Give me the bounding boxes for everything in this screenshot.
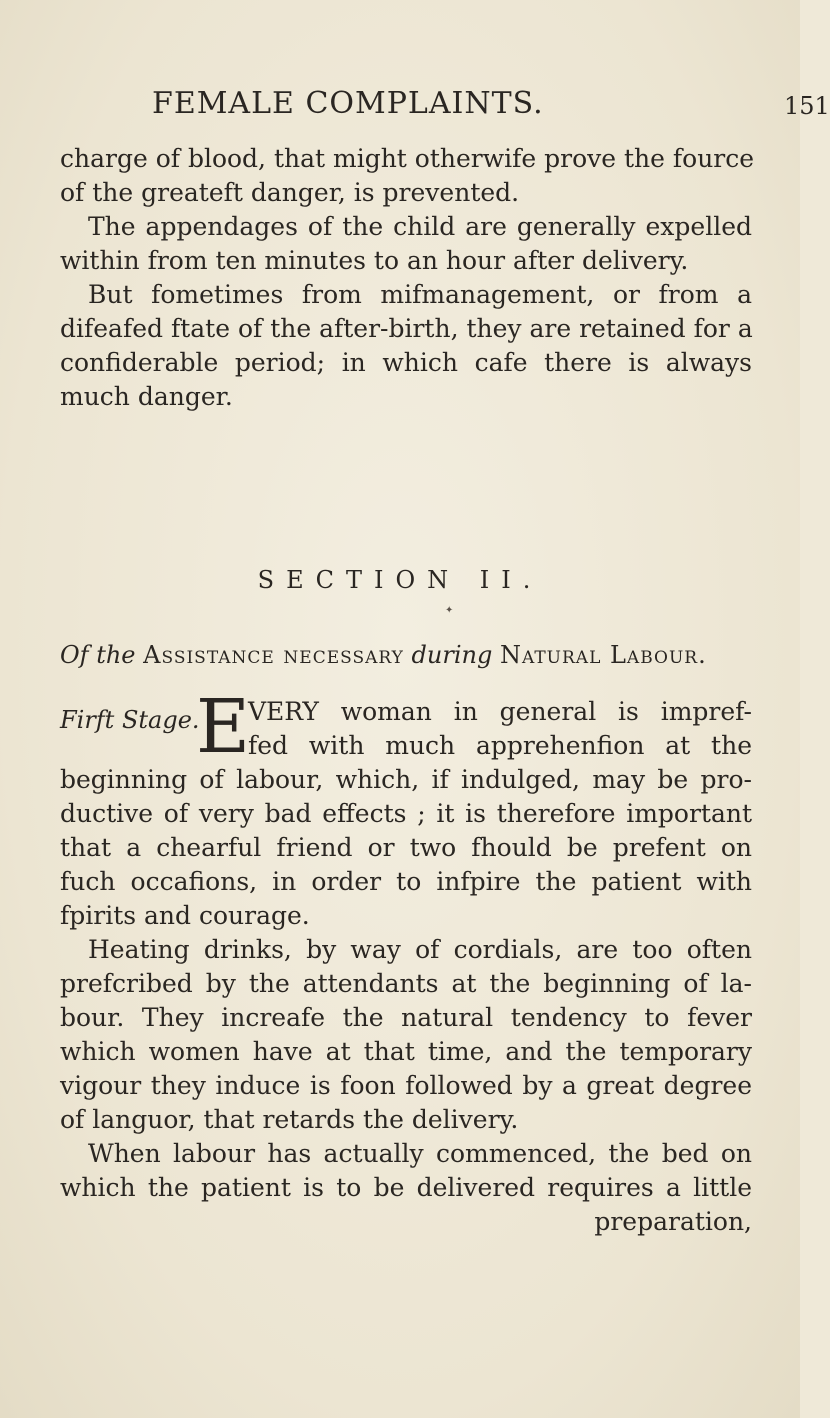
text-line: charge of blood, that might otherwife prove the fource [60, 144, 755, 173]
drop-cap: E [196, 684, 251, 770]
subtitle-of-the: Of the [60, 641, 136, 669]
running-head: FEMALE COMPLAINTS. [152, 86, 544, 121]
text-line: much danger. [60, 382, 233, 411]
text-line: of the greateft danger, is prevented. [60, 178, 520, 207]
text-line: Heating drinks, by way of cordials, are too often [88, 935, 752, 964]
text-line: which women have at that time, and the temporary [60, 1037, 752, 1066]
catchword: preparation, [594, 1207, 752, 1236]
text-line: bour. They increafe the natural tendency to fever [60, 1003, 752, 1032]
text-line: difeafed ftate of the after-birth, they are retained for a [60, 314, 753, 343]
text-line: When labour has actually commenced, the bed on [88, 1139, 752, 1168]
subtitle-during: during [411, 641, 493, 669]
text-line: which the patient is to be delivered requires a little [60, 1173, 752, 1202]
text-line: fed with much apprehenfion at the [248, 731, 752, 760]
text-line: fuch occafions, in order to infpire the patient with [60, 867, 752, 896]
text-line: vigour they induce is foon followed by a great degree [60, 1071, 752, 1100]
text-line: VERY woman in general is impref- [248, 697, 752, 726]
text-line: prefcribed by the attendants at the beginning of la- [60, 969, 752, 998]
main-text-block [60, 763, 752, 1239]
subtitle-assistance: Assistance necessary [143, 641, 404, 669]
top-text-block [60, 142, 755, 414]
text-line: that a chearful friend or two fhould be prefent on [60, 833, 752, 862]
text-line: beginning of labour, which, if indulged, may be pro- [60, 765, 752, 794]
text-line: The appendages of the child are generally expelled [88, 212, 752, 241]
ornament-mark: ✦ [445, 605, 454, 616]
text-line: within from ten minutes to an hour after delivery. [60, 246, 689, 275]
text-line: ductive of very bad effects ; it is therefore important [60, 799, 752, 828]
text-line: But fometimes from mifmanagement, or from a [88, 280, 752, 309]
text-line: confiderable period; in which cafe there is always [60, 348, 752, 377]
page-number: 151 [784, 92, 830, 120]
subtitle-natural-labour: Natural Labour. [499, 641, 707, 669]
page-header [152, 86, 830, 126]
first-paragraph-opening [248, 695, 752, 763]
section-heading: SECTION II. [257, 566, 543, 594]
margin-note: Firft Stage. [60, 706, 200, 734]
section-subtitle [60, 641, 770, 669]
text-line: of languor, that retards the delivery. [60, 1105, 519, 1134]
text-line: fpirits and courage. [60, 901, 310, 930]
